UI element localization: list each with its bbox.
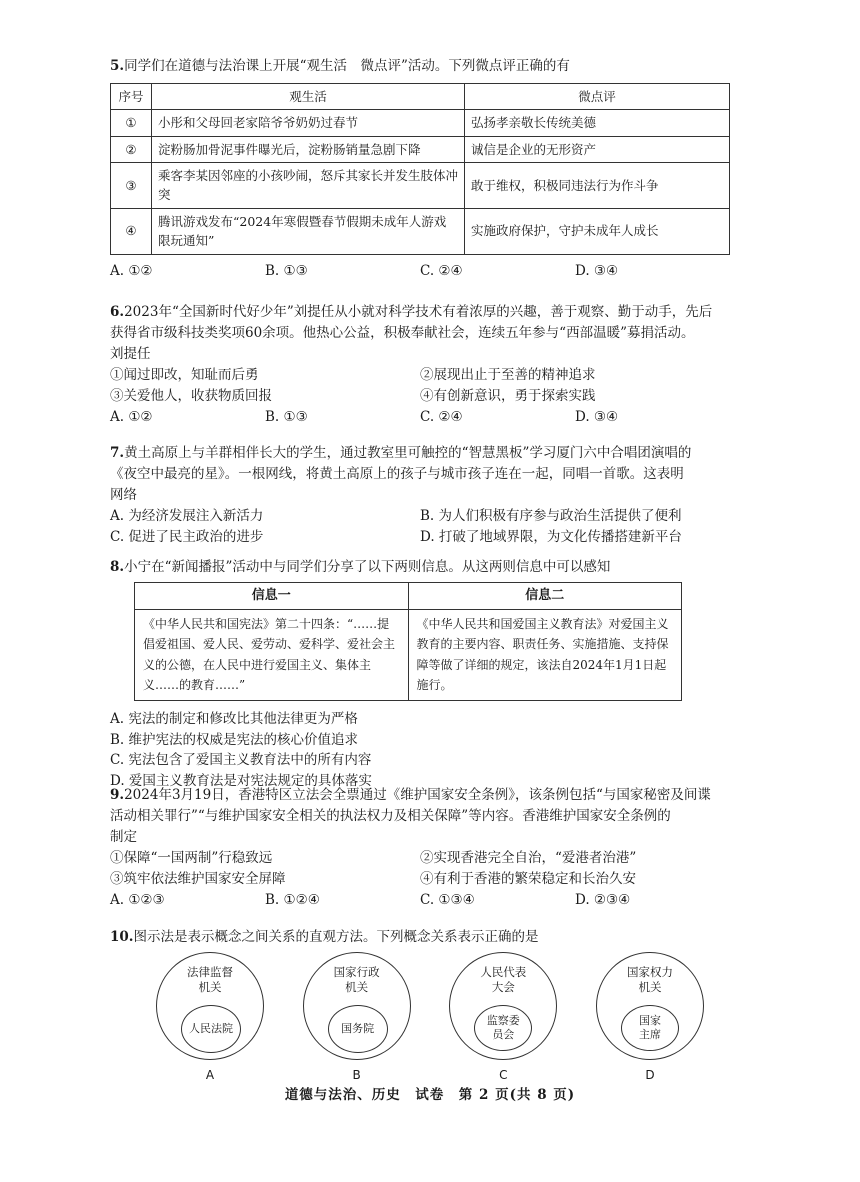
diagram-c[interactable]	[443, 952, 563, 1085]
option-d[interactable]: D. 打破了地域界限，为文化传播搭建新平台	[420, 528, 682, 545]
question-6	[110, 302, 730, 428]
question-10	[110, 927, 730, 1085]
inner-concept: 人民法院	[189, 1022, 233, 1036]
choice-1: ①保障“一国两制”行稳致远	[110, 849, 273, 866]
question-stem: 同学们在道德与法治课上开展“观生活 微点评”活动。下列微点评正确的有	[124, 58, 570, 74]
option-b[interactable]: B. 维护宪法的权威是宪法的核心价值追求	[110, 731, 359, 748]
row-observation: 腾讯游戏发布“2024年寒假暨春节假期未成年人游戏限玩通知”	[152, 208, 465, 254]
option-b[interactable]: B. 为人们积极有序参与政治生活提供了便利	[420, 507, 682, 524]
diagram-d[interactable]	[590, 952, 710, 1085]
option-a[interactable]: A. 为经济发展注入新活力	[110, 507, 264, 524]
inner-concept: 监察委员会	[486, 1014, 520, 1041]
row-observation: 淀粉肠加骨泥事件曝光后，淀粉肠销量急剧下降	[152, 136, 465, 162]
answer-options	[110, 407, 730, 428]
option-d[interactable]: D. 爱国主义教育法是对宪法规定的具体落实	[110, 773, 372, 790]
row-observation: 乘客李某因邻座的小孩吵闹，怒斥其家长并发生肢体冲突	[152, 163, 465, 209]
choice-4: ④有利于香港的繁荣稳定和长治久安	[420, 870, 636, 887]
question-8	[110, 557, 730, 792]
row-index: ①	[111, 110, 152, 136]
info2-text: 《中华人民共和国爱国主义教育法》对爱国主义教育的主要内容、职责任务、实施措施、支持保障等做了详细的规定，该法自2024年1月1日起施行。	[408, 610, 682, 701]
option-b[interactable]: B. ①②④	[265, 891, 320, 908]
answer-options	[110, 506, 730, 548]
header-index: 序号	[111, 83, 152, 109]
question-number: 10.	[110, 929, 134, 945]
inner-concept: 国务院	[341, 1022, 375, 1036]
row-index: ②	[111, 136, 152, 162]
question-stem-line: 2024年3月19日，香港特区立法会全票通过《维护国家安全条例》，该条例包括“与国家秘密及间谍	[124, 787, 711, 803]
option-b[interactable]: B. ①③	[265, 262, 308, 279]
row-comment: 敢于维权，积极同违法行为作斗争	[465, 163, 730, 209]
info2-title: 信息二	[408, 582, 682, 609]
info1-title: 信息一	[135, 582, 409, 609]
question-number: 7.	[110, 445, 125, 461]
question-stem: 图示法是表示概念之间关系的直观方法。下列概念关系表示正确的是	[133, 929, 539, 945]
statement-choices	[110, 848, 730, 890]
option-c[interactable]: C. ②④	[420, 262, 463, 279]
question-stem-line: 黄土高原上与羊群相伴长大的学生，通过教室里可触控的“智慧黑板”学习厦门六中合唱团演唱的	[124, 445, 692, 461]
outer-circle	[156, 952, 264, 1060]
choice-3: ③筑牢依法维护国家安全屏障	[110, 870, 286, 887]
answer-options	[110, 261, 730, 282]
outer-concept: 国家行政机关	[333, 964, 380, 994]
question-stem-line: 活动相关罪行”“与维护国家安全相关的执法权力及相关保障”等内容。香港维护国家安全条例的	[110, 807, 671, 824]
concept-diagrams	[150, 952, 710, 1085]
row-observation: 小彤和父母回老家陪爷爷奶奶过春节	[152, 110, 465, 136]
question-stem-line: 网络	[110, 486, 137, 503]
diagram-label: A	[205, 1067, 215, 1082]
inner-circle	[474, 1005, 532, 1051]
inner-circle	[328, 1005, 388, 1053]
answer-options	[110, 890, 730, 911]
question-number: 6.	[110, 304, 125, 320]
outer-circle	[303, 952, 411, 1060]
diagram-a[interactable]	[150, 952, 270, 1085]
header-observation: 观生活	[152, 83, 465, 109]
outer-circle	[449, 952, 557, 1060]
option-c[interactable]: C. 促进了民主政治的进步	[110, 528, 264, 545]
choice-2: ②实现香港完全自治，“爱港者治港”	[420, 849, 637, 866]
outer-concept: 人民代表大会	[480, 964, 527, 994]
question-stem-line: 制定	[110, 828, 137, 845]
question-stem-line: 刘提任	[110, 345, 151, 362]
question-7	[110, 443, 730, 548]
row-index: ③	[111, 163, 152, 209]
option-a[interactable]: A. 宪法的制定和修改比其他法律更为严格	[110, 710, 358, 727]
inner-circle	[621, 1005, 679, 1051]
option-c[interactable]: C. ①③④	[420, 891, 475, 908]
question-9	[110, 785, 730, 911]
row-comment: 诚信是企业的无形资产	[465, 136, 730, 162]
question-number: 9.	[110, 787, 125, 803]
info1-text: 《中华人民共和国宪法》第二十四条：“……提倡爱祖国、爱人民、爱劳动、爱科学、爱社会主义的公德，在人民中进行爱国主义、集体主义……的教育……”	[135, 610, 409, 701]
table-row	[111, 163, 730, 209]
question-stem-line: 2023年“全国新时代好少年”刘提任从小就对科学技术有着浓厚的兴趣，善于观察、勤于动手，先后	[124, 304, 713, 320]
question-stem-line: 《夜空中最亮的星》。一根网线，将黄土高原上的孩子与城市孩子连在一起，同唱一首歌。这表明	[110, 465, 684, 482]
outer-circle	[596, 952, 704, 1060]
option-d[interactable]: D. ②③④	[575, 891, 631, 908]
row-index: ④	[111, 208, 152, 254]
option-d[interactable]: D. ③④	[575, 408, 619, 425]
question-5	[110, 56, 730, 281]
option-c[interactable]: C. ②④	[420, 408, 463, 425]
table-header	[111, 83, 730, 109]
table-row	[111, 208, 730, 254]
option-a[interactable]: A. ①②	[110, 262, 153, 279]
info-table	[134, 582, 682, 701]
diagram-label: C	[499, 1067, 508, 1082]
table-row	[111, 110, 730, 136]
diagram-label: D	[645, 1067, 655, 1082]
inner-circle	[181, 1005, 241, 1053]
diagram-b[interactable]	[297, 952, 417, 1085]
table-row	[111, 136, 730, 162]
choice-1: ①闻过即改，知耻而后勇	[110, 366, 259, 383]
question-stem: 小宁在“新闻播报”活动中与同学们分享了以下两则信息。从这两则信息中可以感知	[124, 559, 611, 575]
answer-options	[110, 709, 730, 793]
outer-concept: 法律监督机关	[187, 964, 233, 994]
inner-concept: 国家主席	[638, 1014, 661, 1041]
choice-3: ③关爱他人，收获物质回报	[110, 387, 272, 404]
option-d[interactable]: D. ③④	[575, 262, 619, 279]
page-footer: 道德与法治、历史 试卷 第 2 页(共 8 页)	[284, 1087, 576, 1103]
option-b[interactable]: B. ①③	[265, 408, 308, 425]
question-number: 8.	[110, 559, 125, 575]
option-a[interactable]: A. ①②③	[110, 891, 165, 908]
diagram-label: B	[352, 1067, 361, 1082]
option-a[interactable]: A. ①②	[110, 408, 153, 425]
header-comment: 微点评	[465, 83, 730, 109]
observation-table	[110, 83, 730, 255]
choice-2: ②展现出止于至善的精神追求	[420, 366, 596, 383]
row-comment: 弘扬孝亲敬长传统美德	[465, 110, 730, 136]
option-c[interactable]: C. 宪法包含了爱国主义教育法中的所有内容	[110, 752, 372, 769]
row-comment: 实施政府保护，守护未成年人成长	[465, 208, 730, 254]
outer-concept: 国家权力机关	[626, 964, 673, 994]
question-stem-line: 获得省市级科技类奖项60余项。他热心公益，积极奉献社会，连续五年参与“西部温暖”募捐活动。	[110, 324, 695, 341]
choice-4: ④有创新意识，勇于探索实践	[420, 387, 596, 404]
question-number: 5.	[110, 58, 125, 74]
statement-choices	[110, 365, 730, 407]
